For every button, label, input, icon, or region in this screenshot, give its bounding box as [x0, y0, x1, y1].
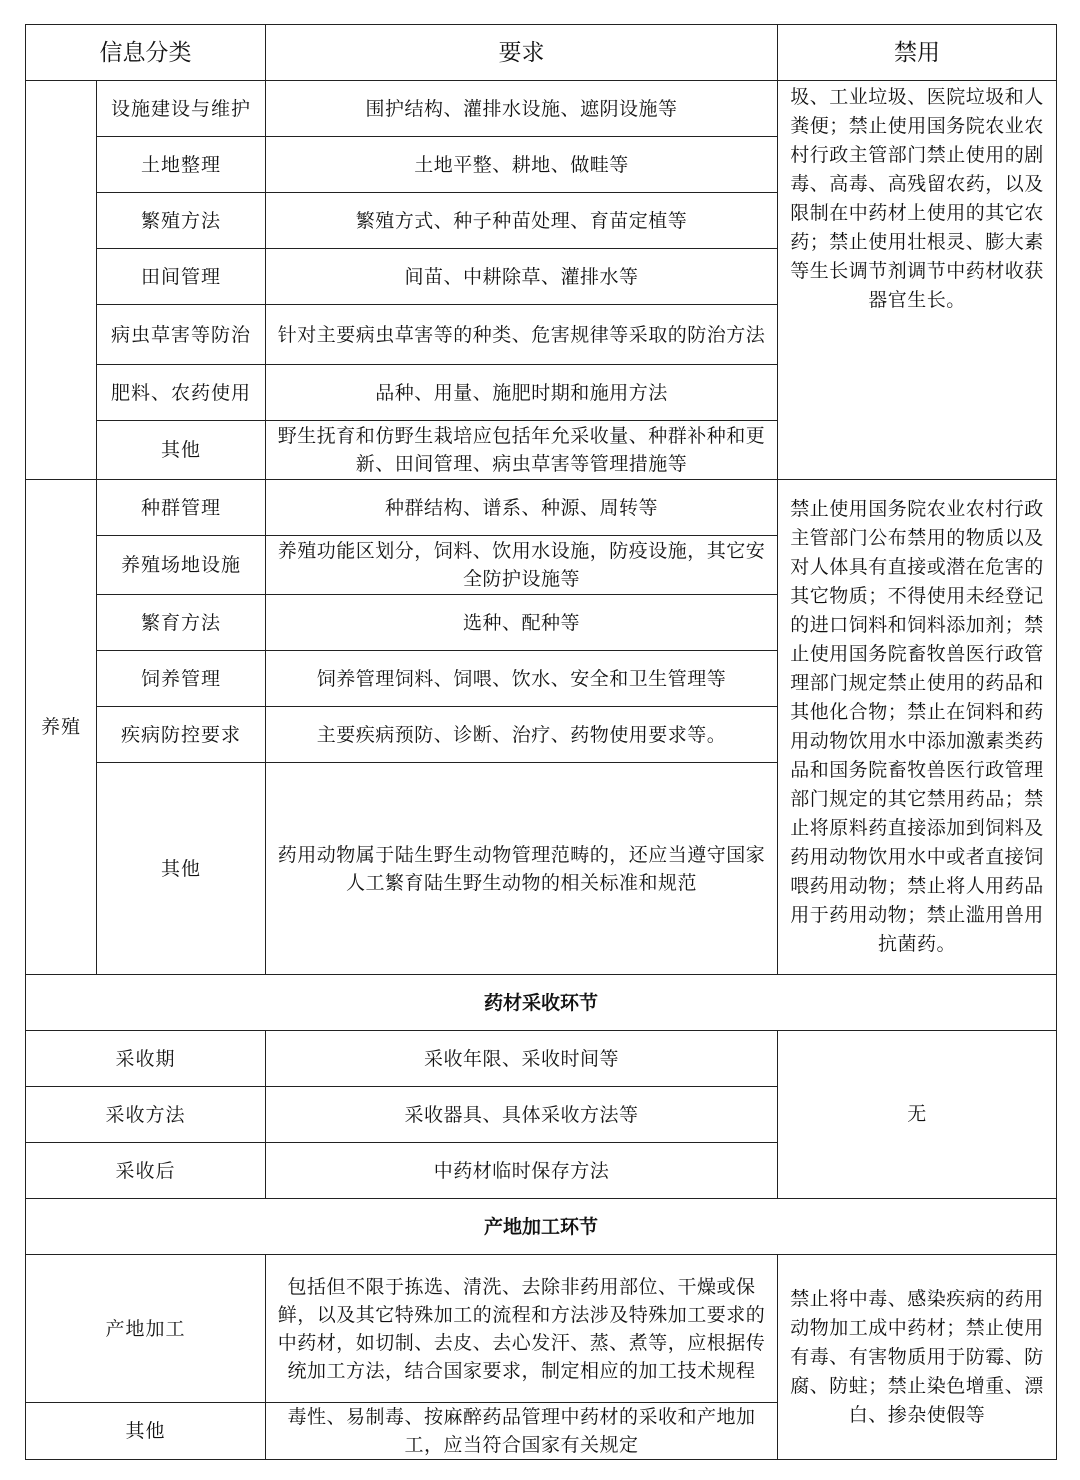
header-requirement: 要求	[266, 25, 778, 81]
row-label: 养殖场地设施	[97, 536, 266, 595]
row-requirement: 中药材临时保存方法	[266, 1143, 778, 1199]
header-prohibited: 禁用	[778, 25, 1057, 81]
processing-prohibited: 禁止将中毒、感染疾病的药用动物加工成中药材；禁止使用有毒、有害物质用于防霉、防腐、防蛀；禁止染色增重、漂白、掺杂使假等	[778, 1255, 1057, 1460]
processing-section-title: 产地加工环节	[26, 1199, 1057, 1255]
row-label: 其他	[97, 763, 266, 975]
header-row	[26, 25, 1057, 81]
info-table-container	[25, 24, 1056, 1460]
planting-prohibited: 圾、工业垃圾、医院垃圾和人粪便；禁止使用国务院农业农村行政主管部门禁止使用的剧毒、高毒、高残留农药，以及限制在中药材上使用的其它农药；禁止使用壮根灵、膨大素等生长调节剂调节中药材收获器官生长。	[778, 81, 1057, 480]
row-requirement: 繁殖方式、种子种苗处理、育苗定植等	[266, 193, 778, 249]
row-label: 繁殖方法	[97, 193, 266, 249]
row-requirement: 主要疾病预防、诊断、治疗、药物使用要求等。	[266, 707, 778, 763]
row-label: 其他	[97, 421, 266, 480]
row-requirement: 针对主要病虫草害等的种类、危害规律等采取的防治方法	[266, 305, 778, 365]
row-requirement: 毒性、易制毒、按麻醉药品管理中药材的采收和产地加工，应当符合国家有关规定	[266, 1403, 778, 1460]
row-label: 肥料、农药使用	[97, 365, 266, 421]
info-table	[25, 24, 1057, 1460]
table-row	[26, 1255, 1057, 1403]
row-label: 产地加工	[26, 1255, 266, 1403]
row-requirement: 品种、用量、施肥时期和施用方法	[266, 365, 778, 421]
planting-group-label	[26, 81, 97, 480]
harvest-prohibited: 无	[778, 1031, 1057, 1199]
row-requirement: 土地平整、耕地、做畦等	[266, 137, 778, 193]
row-label: 采收期	[26, 1031, 266, 1087]
harvest-section-title: 药材采收环节	[26, 975, 1057, 1031]
row-label: 设施建设与维护	[97, 81, 266, 137]
row-label: 土地整理	[97, 137, 266, 193]
table-row	[26, 480, 1057, 536]
table-row	[26, 1031, 1057, 1087]
row-requirement: 养殖功能区划分，饲料、饮用水设施，防疫设施，其它安全防护设施等	[266, 536, 778, 595]
header-category: 信息分类	[26, 25, 266, 81]
row-label: 病虫草害等防治	[97, 305, 266, 365]
row-requirement: 采收器具、具体采收方法等	[266, 1087, 778, 1143]
section-row	[26, 975, 1057, 1031]
table-row	[26, 81, 1057, 137]
row-requirement: 选种、配种等	[266, 595, 778, 651]
row-label: 繁育方法	[97, 595, 266, 651]
row-label: 田间管理	[97, 249, 266, 305]
row-label: 采收后	[26, 1143, 266, 1199]
row-label: 疾病防控要求	[97, 707, 266, 763]
row-requirement: 包括但不限于拣选、清洗、去除非药用部位、干燥或保鲜，以及其它特殊加工的流程和方法涉及特殊加工要求的中药材，如切制、去皮、去心发汗、蒸、煮等，应根据传统加工方法，结合国家要求，制定相应的加工技术规程	[266, 1255, 778, 1403]
row-requirement: 间苗、中耕除草、灌排水等	[266, 249, 778, 305]
breeding-prohibited: 禁止使用国务院农业农村行政主管部门公布禁用的物质以及对人体具有直接或潜在危害的其它物质；不得使用未经登记的进口饲料和饲料添加剂；禁止使用国务院畜牧兽医行政管理部门规定禁止使用的药品和其他化合物；禁止在饲料和药用动物饮用水中添加激素类药品和国务院畜牧兽医行政管理部门规定的其它禁用药品；禁止将原料药直接添加到饲料及药用动物饮用水中或者直接饲喂药用动物；禁止将人用药品用于药用动物；禁止滥用兽用抗菌药。	[778, 480, 1057, 975]
row-requirement: 围护结构、灌排水设施、遮阴设施等	[266, 81, 778, 137]
row-requirement: 野生抚育和仿野生栽培应包括年允采收量、种群补种和更新、田间管理、病虫草害等管理措施等	[266, 421, 778, 480]
row-label: 其他	[26, 1403, 266, 1460]
row-requirement: 药用动物属于陆生野生动物管理范畴的，还应当遵守国家人工繁育陆生野生动物的相关标准和规范	[266, 763, 778, 975]
row-requirement: 饲养管理饲料、饲喂、饮水、安全和卫生管理等	[266, 651, 778, 707]
row-label: 种群管理	[97, 480, 266, 536]
row-requirement: 采收年限、采收时间等	[266, 1031, 778, 1087]
row-label: 饲养管理	[97, 651, 266, 707]
row-requirement: 种群结构、谱系、种源、周转等	[266, 480, 778, 536]
section-row	[26, 1199, 1057, 1255]
breeding-group-label: 养殖	[26, 480, 97, 975]
row-label: 采收方法	[26, 1087, 266, 1143]
